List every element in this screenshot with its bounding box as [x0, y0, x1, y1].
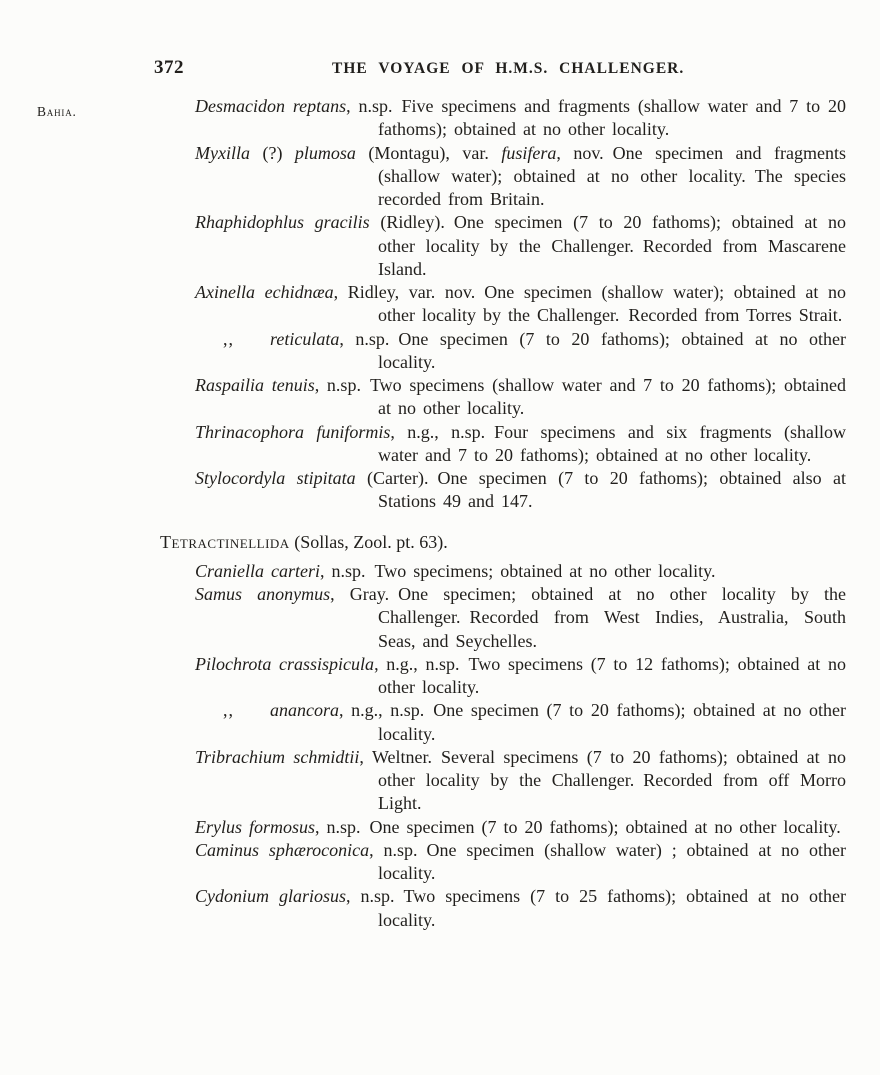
species-entry	[160, 560, 846, 583]
margin-note: Bahia.	[37, 104, 77, 119]
species-section	[160, 531, 846, 932]
entry-text: (Ridley). One specimen (7 to 20 fathoms); obtained at no other locality by the Challenger. Recorded from Mascarene Island.	[369, 212, 846, 279]
species-entry	[160, 839, 846, 886]
entry-text: , n.g., n.sp. Two specimens (7 to 12 fathoms); obtained at no other locality.	[374, 653, 846, 697]
entry-text: (?)	[249, 142, 295, 163]
entry-text: , Gray. One specimen; obtained at no other locality by the Challenger. Recorded from West Indies, Australia, South Seas, and Seychelles.	[330, 584, 846, 651]
species-entry	[160, 421, 846, 468]
entry-text: , n.g., n.sp. Four specimens and six fragments (shallow water and 7 to 20 fathoms); obtained at no other locality.	[378, 421, 846, 465]
species-name: Axinella echidnæa	[195, 282, 334, 302]
entry-text: , Ridley, var. nov. One specimen (shallow water); obtained at no other locality by the Challenger. Recorded from Torres Strait.	[333, 282, 847, 326]
species-entry	[160, 281, 846, 328]
species-name: Tribrachium schmidtii	[195, 746, 360, 767]
entry-text: , nov. One specimen and fragments (shallow water); obtained at no other locality. The species recorded from Britain.	[378, 142, 846, 209]
ditto-mark: ,,	[223, 700, 234, 721]
species-name: Caminus sphæroconica	[195, 839, 370, 860]
entry-text: , n.sp. Two specimens (shallow water and 7 to 20 fathoms); obtained at no other locality.	[314, 375, 847, 419]
ditto-mark: ,,	[223, 328, 234, 349]
species-name: fusifera	[501, 142, 557, 163]
text-column	[160, 95, 846, 932]
species-entry	[160, 142, 846, 212]
species-entry	[160, 583, 846, 653]
species-entry	[160, 746, 846, 816]
species-name: reticulata	[270, 328, 340, 349]
species-entry	[160, 211, 846, 281]
section-heading	[160, 531, 846, 554]
species-name: Rhaphidophlus gracilis	[195, 212, 370, 233]
running-header: THE VOYAGE OF H.M.S. CHALLENGER.	[332, 60, 685, 77]
species-entry	[160, 328, 846, 375]
species-name: Thrinacophora funiformis	[195, 421, 391, 442]
entry-text: , n.sp. One specimen (7 to 20 fathoms); obtained at no other locality.	[315, 816, 841, 837]
entry-text: , n.sp. One specimen (7 to 20 fathoms); obtained at no other locality.	[339, 328, 846, 372]
entry-text: , n.sp. One specimen (shallow water) ; obtained at no other locality.	[369, 839, 846, 883]
species-entry	[160, 699, 846, 746]
species-name: Erylus formosus	[195, 816, 316, 837]
species-name: Pilochrota crassispicula	[195, 653, 375, 674]
species-name: Samus anonymus	[195, 584, 331, 604]
entry-text: , Weltner. Several specimens (7 to 20 fathoms); obtained at no other locality by the Challenger. Recorded from off Morro Light.	[359, 746, 847, 814]
species-entry	[160, 885, 846, 932]
entry-text: , n.g., n.sp. One specimen (7 to 20 fathoms); obtained at no other locality.	[339, 700, 846, 744]
species-entry	[160, 653, 846, 700]
taxon-name: Tetractinellida	[160, 531, 290, 552]
entry-text: , n.sp. Two specimens (7 to 25 fathoms); obtained at no other locality.	[346, 886, 846, 930]
species-entry	[160, 816, 846, 839]
heading-citation: (Sollas, Zool. pt. 63).	[289, 531, 448, 552]
entry-text: (Carter). One specimen (7 to 20 fathoms); obtained also at Stations 49 and 147.	[355, 468, 846, 512]
species-name: Myxilla	[195, 142, 250, 163]
entry-text: (Montagu), var.	[355, 142, 502, 163]
species-name: Stylocordyla stipitata	[195, 468, 356, 488]
species-entry	[160, 467, 846, 514]
species-section	[160, 95, 846, 514]
species-name: anancora	[270, 700, 339, 721]
entry-text: , n.sp. Two specimens; obtained at no other locality.	[320, 560, 716, 581]
page-number: 372	[154, 57, 184, 78]
species-entry	[160, 95, 846, 142]
species-entry	[160, 374, 846, 421]
species-name: Desmacidon reptans	[195, 96, 347, 116]
species-name: Craniella carteri	[195, 560, 320, 581]
species-name: plumosa	[294, 142, 356, 163]
entry-text: , n.sp. Five specimens and fragments (shallow water and 7 to 20 fathoms); obtained at no other locality.	[346, 96, 846, 140]
species-name: Cydonium glariosus	[195, 886, 346, 907]
species-name: Raspailia tenuis	[195, 375, 315, 395]
